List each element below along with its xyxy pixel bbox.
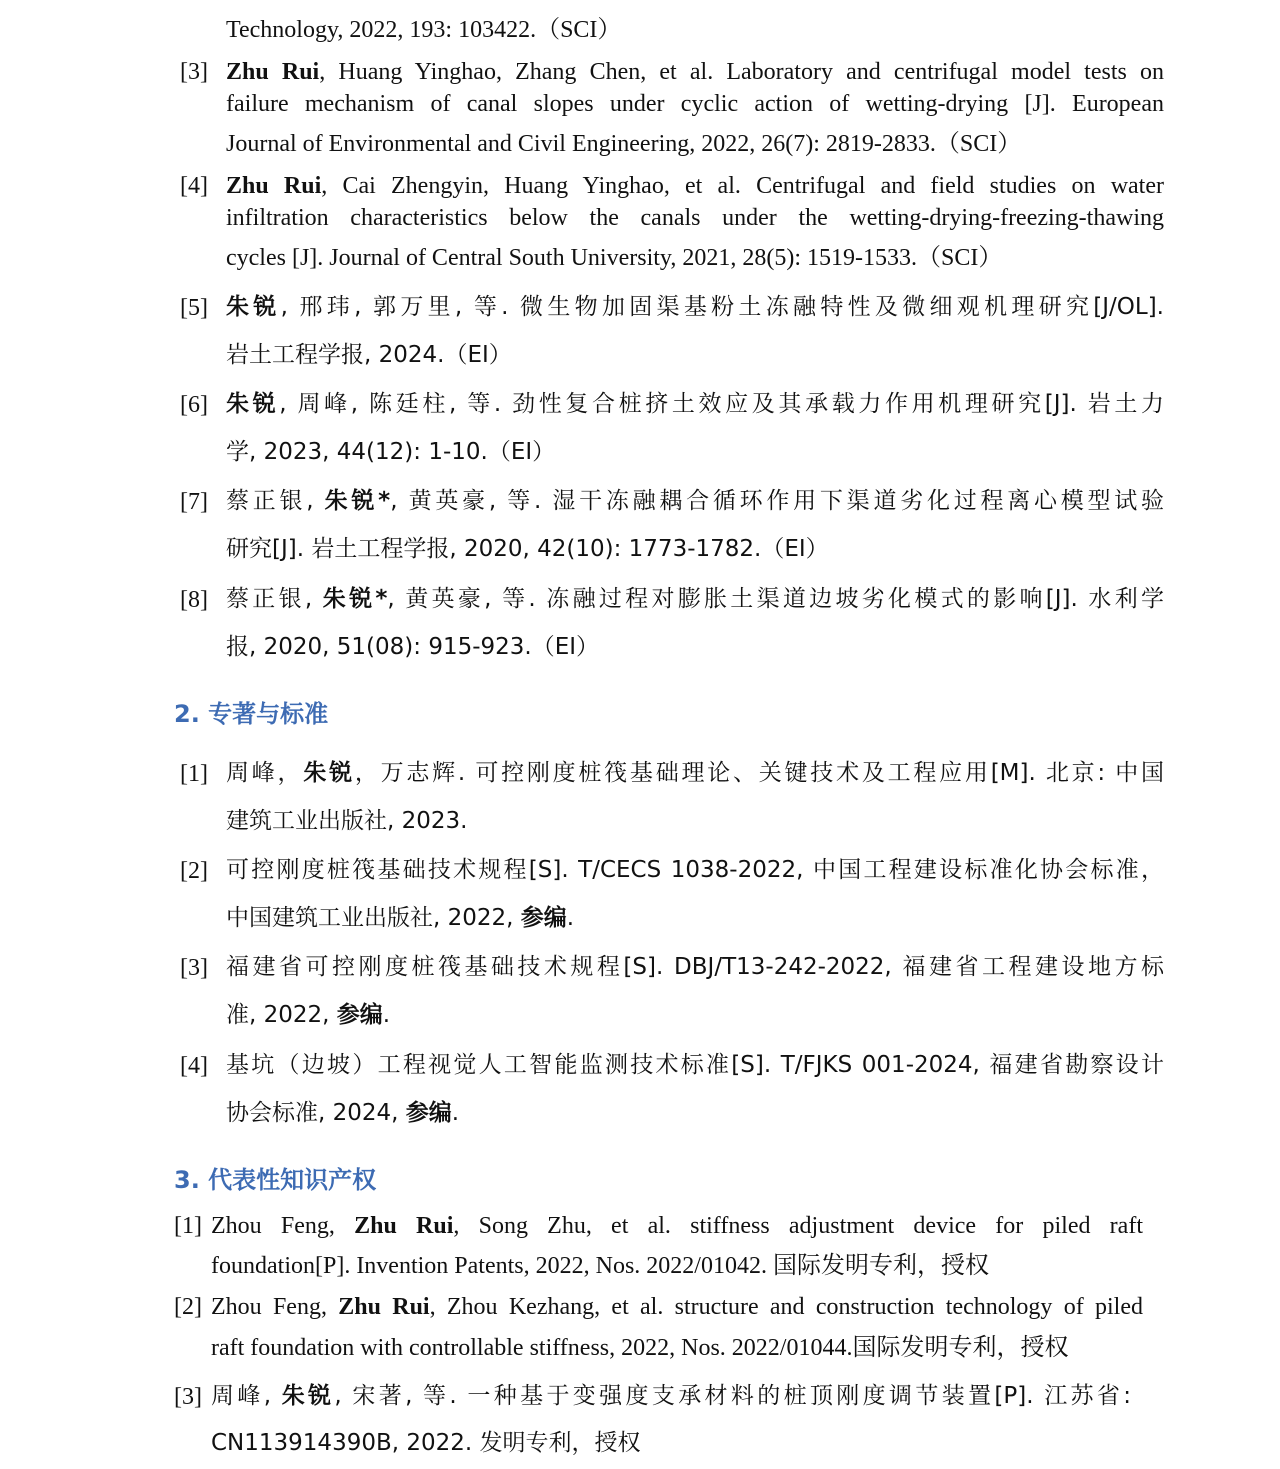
reference-number: [7] <box>180 489 208 515</box>
reference-number: [3] <box>174 1384 202 1410</box>
author-highlight: Zhu Rui <box>338 1294 430 1320</box>
author-highlight: Zhu Rui <box>354 1213 454 1239</box>
section-heading-ip: 3. 代表性知识产权 <box>174 1166 377 1194</box>
author-highlight: 朱锐 <box>281 1383 335 1409</box>
reference-number: [4] <box>180 173 208 199</box>
author-highlight: Zhu Rui <box>226 59 320 85</box>
author-highlight: Zhu Rui <box>226 173 322 199</box>
reference-number: [1] <box>180 761 208 787</box>
reference-number: [6] <box>180 392 208 418</box>
author-highlight: 朱锐 <box>226 391 280 417</box>
reference-number: [2] <box>174 1294 202 1320</box>
reference-continuation: Technology, 2022, 193: 103422.（SCI） <box>226 17 622 43</box>
reference-number: [8] <box>180 587 208 613</box>
reference-number: [5] <box>180 295 208 321</box>
author-highlight: 朱锐 <box>303 760 355 786</box>
document-page: Technology, 2022, 193: 103422.（SCI） [3] Zhu Rui, Huang Yinghao, Zhang Chen, et al. Laboratory and centrifugal model tests on failure mechanism of canal slopes under cyclic action of wetting-drying [J]. European Journal of Environmental and Civil Engineering, 2022, 26(7): 2819-2833.（SCI） [4] Zhu Rui, Cai Zhengyin, Huang Yinghao, et al. Centrifugal and field studies on water infiltration characteristics below the canals under the wetting-drying-freezing-thawing cycles [J]. Journal of Central South University, 2021, 28(5): 1519-1533.（SCI） [5] 朱锐, 邢玮, 郭万里, 等. 微生物加固渠基粉土冻融特性及微细观机理研究[J/OL]. 岩土工程学报, 2024.（EI） [6] 朱锐, 周峰, 陈廷柱, 等. 劲性复合桩挤土效应及其承载力作用机理研究[J]. 岩土力 学, 2023, 44(12): 1-10.（EI） [7] 蔡正银, 朱锐*, 黄英豪, 等. 湿干冻融耦合循环作用下渠道劣化过程离心模型试验 研究[J]. 岩土工程学报, 2020, 42(10): 1773-1782.（EI） [8] 蔡正银, 朱锐*, 黄英豪, 等. 冻融过程对膨胀土渠道边坡劣化模式的影响[J]. 水利学 报, 2020, 51(08): 915-923.（EI） 2. 专著与标准 [1] 周峰，朱锐，万志辉. 可控刚度桩筏基础理论、关键技术及工程应用[M]. 北京: 中国 建筑工业出版社, 2023. [2] 可控刚度桩筏基础技术规程[S]. T/CECS 1038-2022, 中国工程建设标准化协会标准， 中国建筑工业出版社, 2022, 参编. [3] 福建省可控刚度桩筏基础技术规程[S]. DBJ/T13-242-2022, 福建省工程建设地方标 准, 2022, 参编. [4] 基坑（边坡）工程视觉人工智能监测技术标准[S]. T/FJKS 001-2024, 福建省勘察设计 协会标准, 2024, 参编. 3. 代表性知识产权 [1] Zhou Feng, Zhu Rui, Song Zhu, et al. stiffness adjustment device for piled raft foundation[P]. Invention Patents, 2022, Nos. 2022/01042. 国际发明专利，授权 [2] Zhou Feng, Zhu Rui, Zhou Kezhang, et al. structure and construction technology of piled raft foundation with controllable stiffness, 2022, Nos. 2022/01044.国际发明专利，授权 [3] 周峰, 朱锐, 宋著, 等. 一种基于变强度支承材料的桩顶刚度调节装置[P]. 江苏省: CN113914390B, 2022. 发明专利，授权 <box>174 17 1165 1456</box>
reference-number: [3] <box>180 955 208 981</box>
section-heading-monographs: 2. 专著与标准 <box>174 700 329 728</box>
role-participant: 参编 <box>336 1002 383 1028</box>
author-highlight: 朱锐* <box>322 586 388 612</box>
reference-number: [2] <box>180 858 208 884</box>
author-highlight: 朱锐 <box>226 294 281 320</box>
reference-number: [1] <box>174 1213 202 1239</box>
author-highlight: 朱锐* <box>324 488 391 514</box>
role-participant: 参编 <box>520 905 567 931</box>
reference-number: [4] <box>180 1053 208 1079</box>
role-participant: 参编 <box>405 1100 452 1126</box>
reference-number: [3] <box>180 59 208 85</box>
